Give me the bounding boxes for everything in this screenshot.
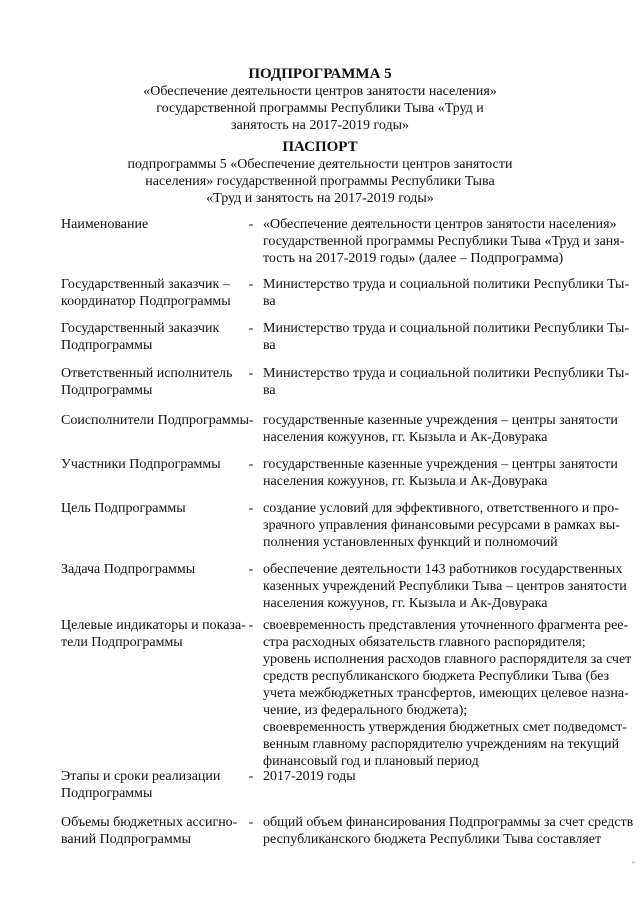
row-label (61, 500, 243, 517)
row-value-line: создание условий для эффективного, ответственного и про- (263, 501, 619, 516)
subprogram-title: ПОДПРОГРАММА 5 (248, 66, 392, 82)
row-label (61, 276, 243, 310)
row-label (61, 814, 243, 848)
row-dash: - (248, 366, 254, 381)
row-value-line: Министерство труда и социальной политики Республики Ты- (263, 277, 630, 292)
row-label-line: Государственный заказчик (61, 321, 220, 336)
row-value-line: населения кожуунов, гг. Кызыла и Ак-Довурака (263, 596, 548, 611)
subprogram-heading-line: занятость на 2017-2019 годы» (230, 118, 410, 133)
row-value-line: своевременность утверждения бюджетных смет подведомст- (263, 720, 627, 735)
passport-heading-line: «Труд и занятость на 2017-2019 годы» (206, 191, 434, 206)
row-value (263, 365, 630, 399)
row-value-line: государственные казенные учреждения – центры занятости (263, 457, 618, 472)
row-value-line: казенных учреждений Республики Тыва – центров занятости (263, 579, 627, 594)
row-dash: - (248, 457, 254, 472)
row-dash: - (248, 277, 254, 292)
row-dash: - (248, 217, 254, 232)
subprogram-heading (60, 65, 580, 134)
row-value-line: населения кожуунов, гг. Кызыла и Ак-Довурака (263, 430, 548, 445)
row-value-line: своевременность представления уточненного фрагмента рее- (263, 618, 629, 633)
row-label-line: Государственный заказчик – (61, 277, 230, 292)
row-value (263, 768, 613, 785)
row-value (263, 561, 627, 612)
row-value (263, 320, 630, 354)
row-label-line: ваний Подпрограммы (61, 832, 192, 847)
row-value-line: полнения установленных функций и полномочий (263, 535, 558, 550)
row-value-line: венным главному распорядителю учреждениям на текущий (263, 737, 620, 752)
row-dash: - (248, 321, 254, 336)
row-value (263, 814, 634, 848)
row-label (61, 768, 243, 802)
row-value-line: стра расходных обязательств главного распорядителя; (263, 635, 586, 650)
subprogram-heading-line: государственной программы Республики Тыва «Труд и (156, 101, 484, 116)
row-label-line: Цель Подпрограммы (61, 501, 186, 516)
row-dash: - (248, 769, 254, 784)
row-value (263, 412, 618, 446)
row-label-line: Подпрограммы (61, 383, 153, 398)
row-label-line: Объемы бюджетных ассигно- (61, 815, 238, 830)
row-label (61, 456, 243, 473)
row-dash: - (248, 562, 254, 577)
row-value-line: ва (263, 294, 276, 309)
row-label (61, 561, 243, 578)
row-value-line: общий объем финансирования Подпрограммы за счет средств (263, 815, 634, 830)
row-label-line: Подпрограммы (61, 338, 153, 353)
row-value-line: Министерство труда и социальной политики Республики Ты- (263, 321, 630, 336)
row-value-line: государственные казенные учреждения – центры занятости (263, 413, 618, 428)
row-value-line: уровень исполнения расходов главного распорядителя за счет (263, 652, 632, 667)
row-dash: - (248, 815, 254, 830)
row-dash: - (248, 413, 254, 428)
row-value-line: населения кожуунов, гг. Кызыла и Ак-Довурака (263, 474, 548, 489)
row-value (263, 617, 632, 770)
row-label (61, 365, 243, 399)
row-value (263, 276, 630, 310)
row-value-line: финансовый год и плановый период (263, 754, 479, 769)
row-value-line: государственной программы Республики Тыва «Труд и заня- (263, 234, 625, 249)
row-value-line: средств республиканского бюджета Республики Тыва (без (263, 669, 609, 684)
row-value-line: Министерство труда и социальной политики Республики Ты- (263, 366, 630, 381)
row-value-line: ва (263, 338, 276, 353)
row-label-line: Ответственный исполнитель (61, 366, 233, 381)
passport-heading (60, 138, 580, 207)
row-label-line: Участники Подпрограммы (61, 457, 221, 472)
row-label-line: Этапы и сроки реализации (61, 769, 221, 784)
row-value-line: чение, из федерального бюджета); (263, 703, 468, 718)
row-dash: - (248, 501, 254, 516)
row-value-line: республиканского бюджета Республики Тыва составляет (263, 832, 602, 847)
row-value (263, 500, 620, 551)
row-value-line: зрачного управления финансовыми ресурсами в рамках вы- (263, 518, 620, 533)
row-label-line: тели Подпрограммы (61, 635, 183, 650)
page-edge-mark: " (631, 860, 635, 869)
row-label (61, 216, 243, 233)
row-label (61, 412, 250, 429)
passport-heading-line: подпрограммы 5 «Обеспечение деятельности центров занятости (127, 157, 513, 172)
row-value-line: учета межбюджетных трансфертов, имеющих целевое назна- (263, 686, 629, 701)
row-label-line: Соисполнители Подпрограммы (61, 413, 250, 428)
row-label (61, 320, 243, 354)
row-label-line: координатор Подпрограммы (61, 294, 231, 309)
row-value-line: ва (263, 383, 276, 398)
row-label-line: Задача Подпрограммы (61, 562, 196, 577)
row-value (263, 216, 625, 267)
row-label-line: Наименование (61, 217, 149, 232)
row-value-line: обеспечение деятельности 143 работников государственных (263, 562, 623, 577)
row-value-line: «Обеспечение деятельности центров занятости населения» (263, 217, 617, 232)
passport-title: ПАСПОРТ (282, 139, 358, 155)
row-value (263, 456, 618, 490)
subprogram-heading-line: «Обеспечение деятельности центров занятости населения» (143, 84, 497, 99)
row-label-line: Подпрограммы (61, 786, 153, 801)
row-value-line: 2017-2019 годы (263, 769, 356, 784)
row-value-line: тость на 2017-2019 годы» (далее – Подпрограмма) (263, 251, 564, 266)
passport-heading-line: населения» государственной программы Республики Тыва (145, 174, 495, 189)
row-label (61, 617, 246, 651)
row-dash: - (248, 618, 254, 633)
row-label-line: Целевые индикаторы и показа- (61, 618, 246, 633)
